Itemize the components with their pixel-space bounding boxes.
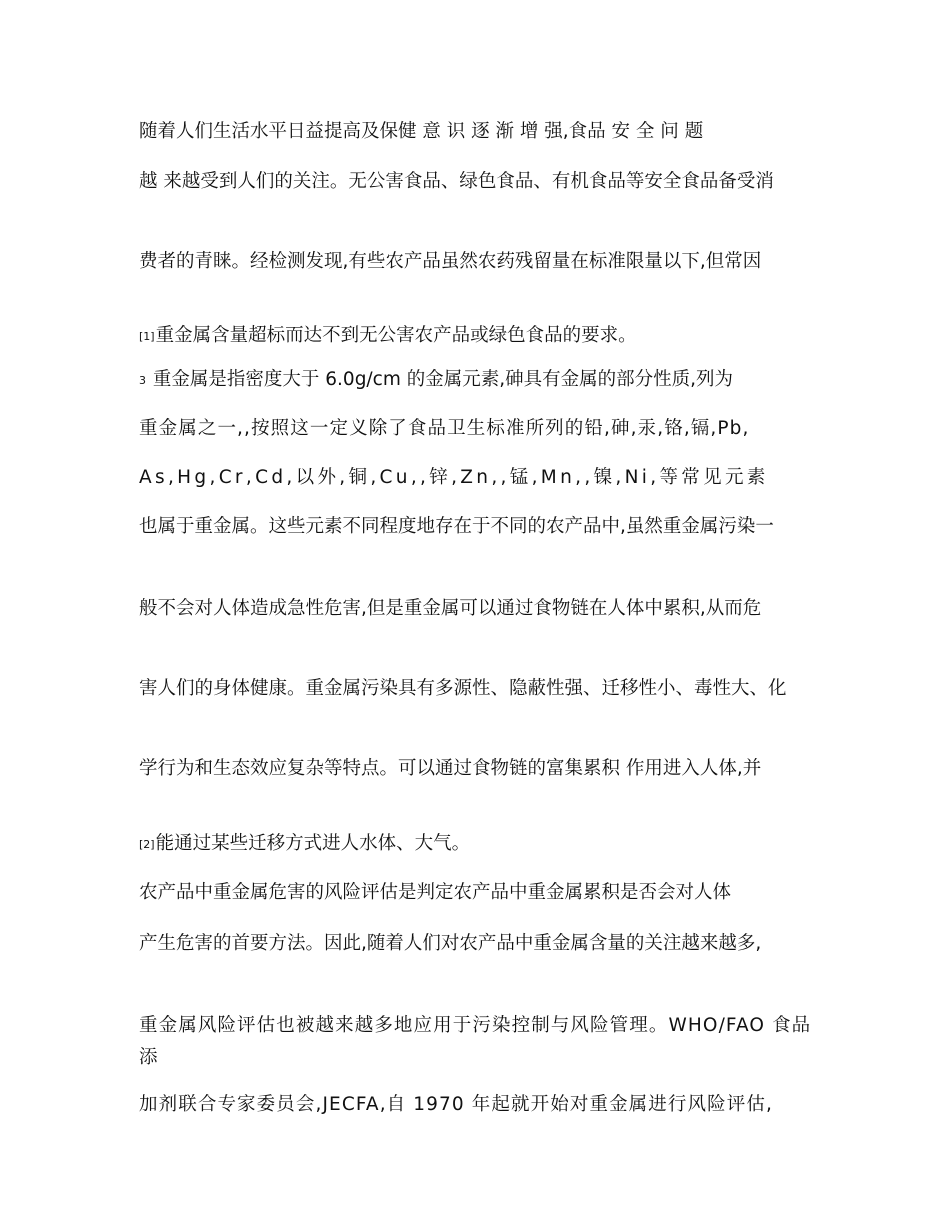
paragraph-line-10: 害人们的身体健康。重金属污染具有多源性、隐蔽性强、迁移性小、毒性大、化	[139, 678, 787, 699]
paragraph-line-3: 费者的青睐。经检测发现,有些农产品虽然农药残留量在标准限量以下,但常因	[139, 251, 762, 272]
paragraph-line-13: 农产品中重金属危害的风险评估是判定农产品中重金属累积是否会对人体	[139, 882, 732, 903]
paragraph-line-5: 3 重金属是指密度大于 6.0g/cm 的金属元素,砷具有金属的部分性质,列为	[139, 369, 734, 390]
paragraph-line-15: 重金属风险评估也被越来越多地应用于污染控制与风险管理。WHO/FAO 食品添	[139, 1015, 812, 1068]
paragraph-line-12: [2]能通过某些迁移方式进人水体、大气。	[139, 833, 471, 854]
paragraph-line-8: 也属于重金属。这些元素不同程度地存在于不同的农产品中,虽然重金属污染一	[139, 516, 774, 537]
paragraph-line-2: 越 来越受到人们的关注。无公害食品、绿色食品、有机食品等安全食品备受消	[139, 171, 774, 192]
paragraph-line-7: As,Hg,Cr,Cd,以外,铜,Cu,,锌,Zn,,锰,Mn,,镍,Ni,等常见元素	[139, 467, 769, 488]
paragraph-line-9: 般不会对人体造成急性危害,但是重金属可以通过食物链在人体中累积,从而危	[139, 598, 762, 619]
citation-ref-2: [2]	[139, 838, 155, 851]
paragraph-line-11: 学行为和生态效应复杂等特点。可以通过食物链的富集累积 作用进入人体,并	[139, 758, 762, 779]
paragraph-line-14: 产生危害的首要方法。因此,随着人们对农产品中重金属含量的关注越来越多,	[139, 933, 762, 954]
paragraph-line-1: 随着人们生活水平日益提高及保健 意 识 逐 渐 增 强,食品 安 全 问 题	[139, 121, 704, 142]
citation-ref-1: [1]	[139, 330, 155, 343]
paragraph-line-4: [1]重金属含量超标而达不到无公害农产品或绿色食品的要求。	[139, 325, 637, 346]
superscript-3: 3	[139, 374, 146, 387]
paragraph-line-16: 加剂联合专家委员会,JECFA,自 1970 年起就开始对重金属进行风险评估,	[139, 1094, 773, 1115]
paragraph-line-6: 重金属之一,,按照这一定义除了食品卫生标准所列的铅,砷,汞,铬,镉,Pb,	[139, 418, 750, 439]
